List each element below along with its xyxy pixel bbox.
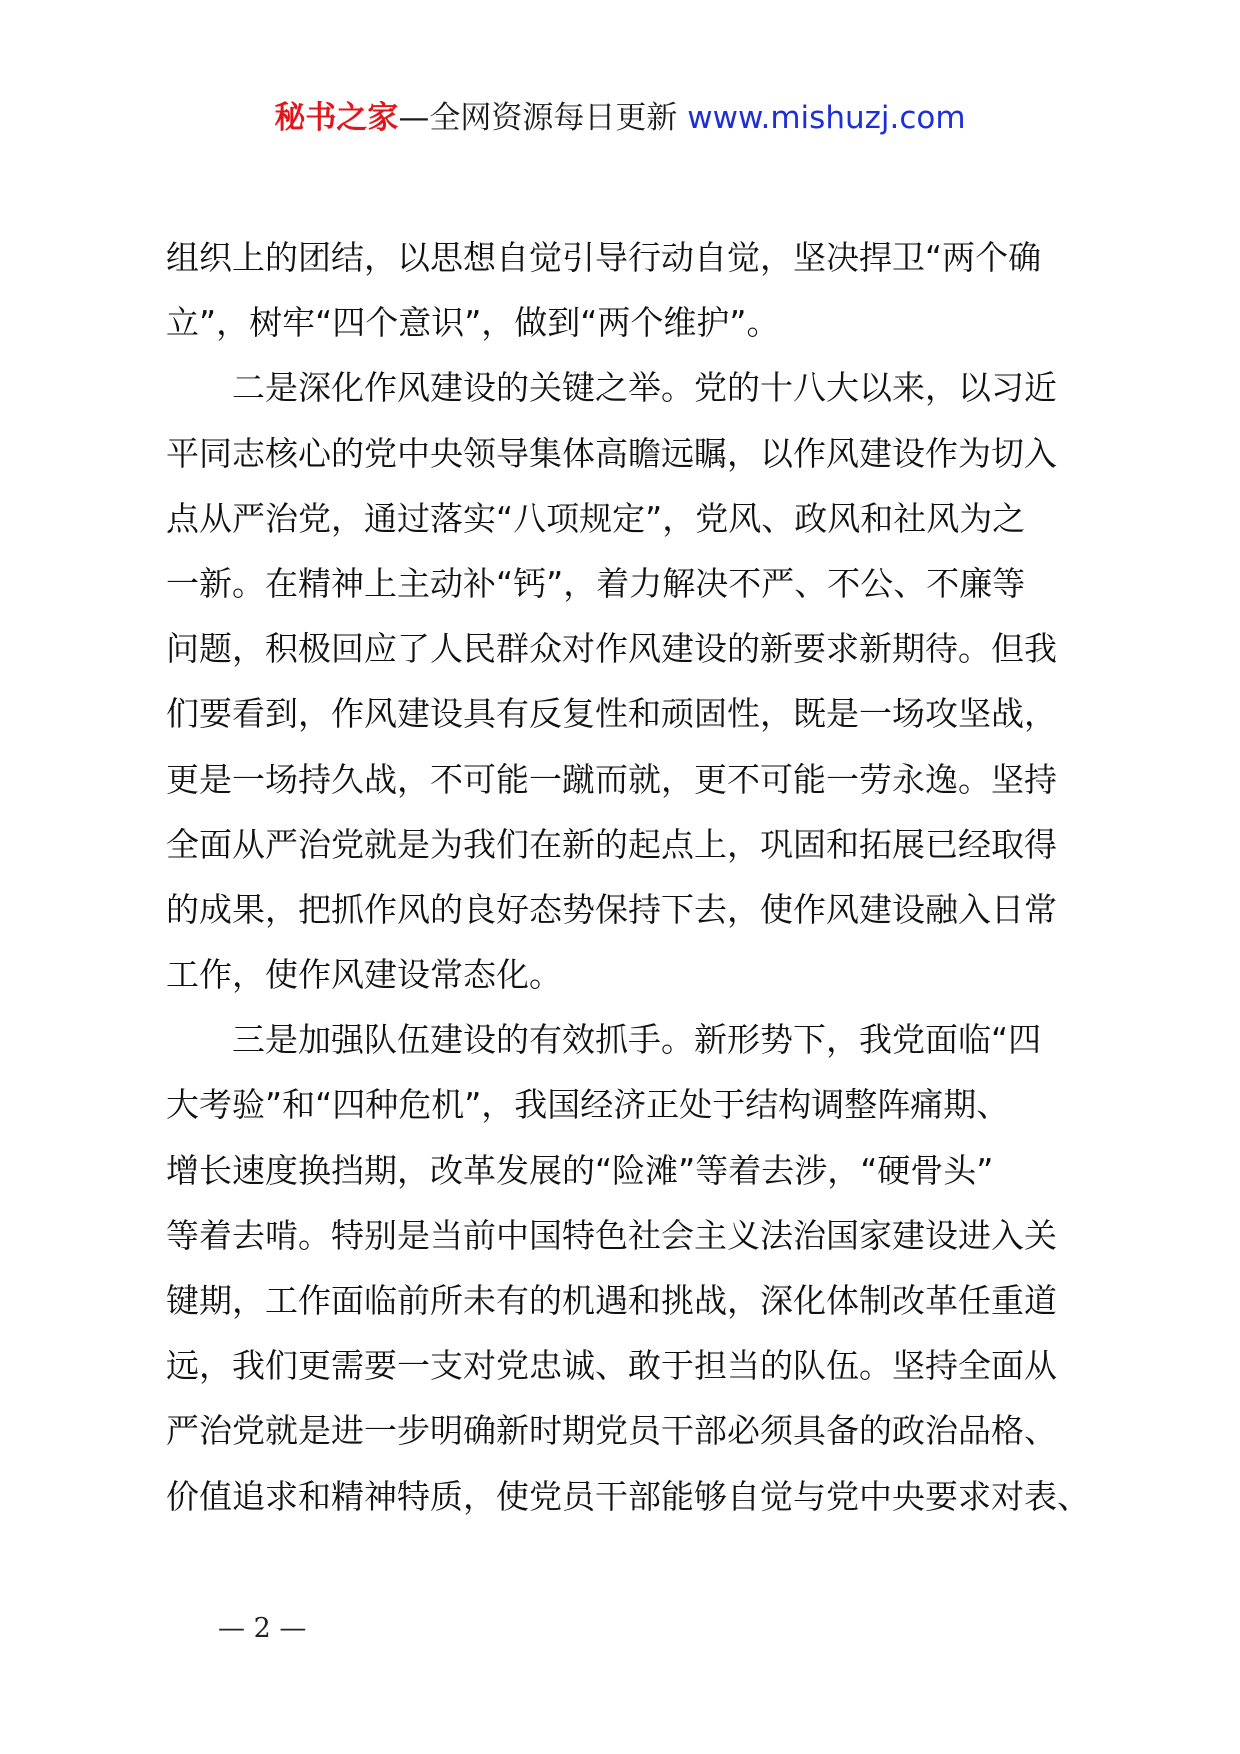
body-line: 一新。在精神上主动补“钙”，着力解决不严、不公、不廉等: [166, 563, 1026, 603]
site-header: [0, 98, 1240, 138]
body-line: 全面从严治党就是为我们在新的起点上，巩固和拓展已经取得: [166, 824, 1057, 864]
body-line: 增长速度换挡期，改革发展的“险滩”等着去涉，“硬骨头”: [166, 1150, 994, 1190]
body-line: 等着去啃。特别是当前中国特色社会主义法治国家建设进入关: [166, 1215, 1057, 1255]
body-line: 平同志核心的党中央领导集体高瞻远瞩，以作风建设作为切入: [166, 433, 1057, 473]
body-line: 问题，积极回应了人民群众对作风建设的新要求新期待。但我: [166, 629, 1057, 669]
paragraph-start-line: 三是加强队伍建设的有效抓手。新形势下，我党面临“四: [232, 1020, 1042, 1060]
paragraph-start-line: 二是深化作风建设的关键之举。党的十八大以来，以习近: [232, 368, 1057, 408]
site-url-link[interactable]: www.mishuzj.com: [687, 100, 966, 136]
site-tagline: —全网资源每日更新: [398, 100, 688, 136]
page-number: — 2 —: [218, 1613, 307, 1644]
site-brand: 秘书之家: [274, 100, 399, 136]
body-line: 点从严治党，通过落实“八项规定”，党风、政风和社风为之: [166, 498, 1026, 538]
document-body: [166, 238, 1090, 1542]
body-line: 工作，使作风建设常态化。: [166, 955, 562, 995]
body-line: 的成果，把抓作风的良好态势保持下去，使作风建设融入日常: [166, 889, 1057, 929]
body-line: 严治党就是进一步明确新时期党员干部必须具备的政治品格、: [166, 1411, 1057, 1451]
body-line: 们要看到，作风建设具有反复性和顽固性，既是一场攻坚战，: [166, 694, 1057, 734]
body-line: 价值追求和精神特质，使党员干部能够自觉与党中央要求对表、: [166, 1476, 1090, 1516]
body-line: 组织上的团结，以思想自觉引导行动自觉，坚决捍卫“两个确: [166, 238, 1042, 277]
body-line: 键期，工作面临前所未有的机遇和挑战，深化体制改革任重道: [166, 1281, 1057, 1320]
body-line: 立”，树牢“四个意识”，做到“两个维护”。: [166, 303, 780, 343]
body-line: 大考验”和“四种危机”，我国经济正处于结构调整阵痛期、: [166, 1085, 1010, 1125]
body-line: 远，我们更需要一支对党忠诚、敢于担当的队伍。坚持全面从: [166, 1346, 1057, 1386]
body-line: 更是一场持久战，不可能一蹴而就，更不可能一劳永逸。坚持: [166, 759, 1057, 799]
